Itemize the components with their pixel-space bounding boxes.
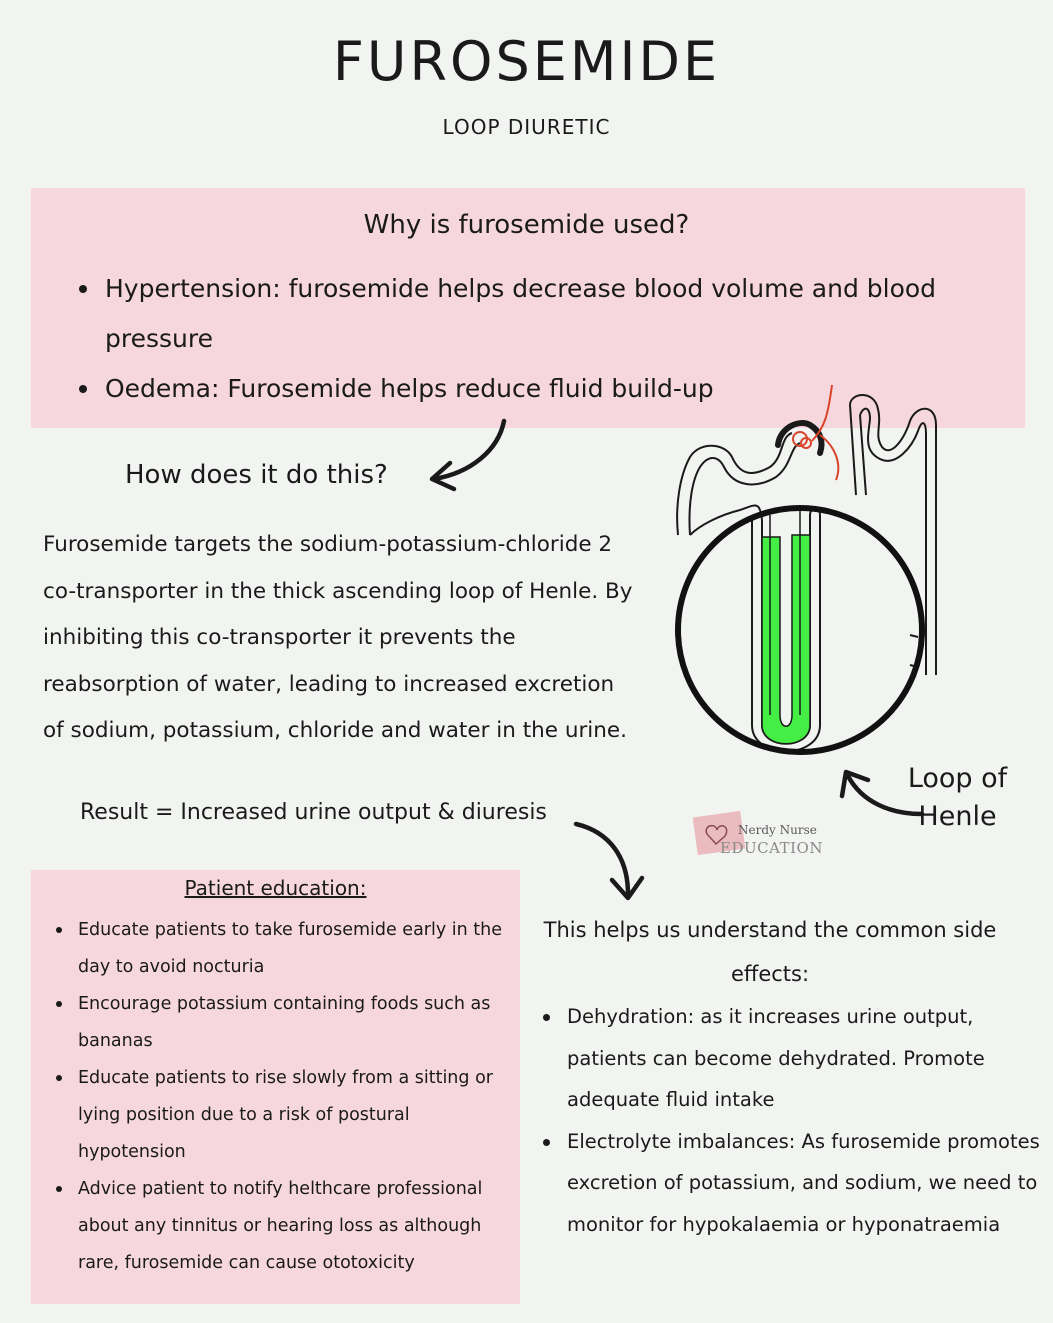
list-item xyxy=(75,264,955,364)
list-item xyxy=(540,996,1040,1121)
se-item-text: Dehydration: as it increases urine output, patients can become dehydrated. Promote adequate fluid intake xyxy=(567,1005,985,1111)
patient-education-list xyxy=(52,912,522,1282)
why-item-text: Oedema: Furosemide helps reduce fluid build-up xyxy=(105,374,714,403)
side-effects-list xyxy=(540,996,1040,1245)
why-heading: Why is furosemide used? xyxy=(363,210,690,240)
list-item xyxy=(52,1060,522,1171)
bullet-icon xyxy=(56,1001,62,1007)
list-item xyxy=(52,986,522,1060)
why-item-text: Hypertension: furosemide helps decrease blood volume and blood pressure xyxy=(105,274,937,353)
list-item xyxy=(52,1171,522,1282)
se-item-text: Electrolyte imbalances: As furosemide promotes excretion of potassium, and sodium, we need to monitor for hypokalaemia or hyponatraemia xyxy=(567,1129,1040,1236)
curved-arrow-icon xyxy=(570,812,660,912)
pe-item-text: Educate patients to rise slowly from a sitting or lying position due to a risk of postural hypotension xyxy=(78,1068,493,1162)
list-item xyxy=(52,912,522,986)
loop-of-henle-diagram xyxy=(660,375,960,775)
result-line: Result = Increased urine output & diuresis xyxy=(80,800,547,825)
loop-of-henle-label: Loop of Henle xyxy=(907,763,1008,832)
watermark-sub: EDUCATION xyxy=(720,839,823,857)
bullet-icon xyxy=(79,385,87,393)
pe-item-text: Educate patients to take furosemide early in the day to avoid nocturia xyxy=(78,920,503,977)
bullet-icon xyxy=(56,1075,62,1081)
pe-item-text: Advice patient to notify helthcare professional about any tinnitus or hearing loss as although rare, furosemide can cause ototoxicity xyxy=(78,1179,483,1273)
list-item xyxy=(540,1121,1040,1246)
bullet-icon xyxy=(79,285,87,293)
watermark-brand: Nerdy Nurse xyxy=(738,823,817,837)
bullet-icon xyxy=(56,927,62,933)
patient-education-heading: Patient education: xyxy=(184,876,367,900)
curved-arrow-icon xyxy=(420,415,520,495)
page-subtitle: LOOP DIURETIC xyxy=(442,115,611,139)
how-heading: How does it do this? xyxy=(125,460,388,490)
page-title: FUROSEMIDE xyxy=(332,30,721,93)
mechanism-text: Furosemide targets the sodium-potassium-chloride 2 co-transporter in the thick ascending loop of Henle. By inhibiting this co-transporter it prevents the reabsorption of water, leading to increased excretion of sodium, potassium, chloride and water in the urine. xyxy=(43,532,633,743)
side-effects-heading: This helps us understand the common side effects: xyxy=(543,918,997,986)
bullet-icon xyxy=(56,1186,62,1192)
bullet-icon xyxy=(543,1014,550,1021)
pe-item-text: Encourage potassium containing foods such as bananas xyxy=(78,994,491,1051)
bullet-icon xyxy=(543,1139,550,1146)
